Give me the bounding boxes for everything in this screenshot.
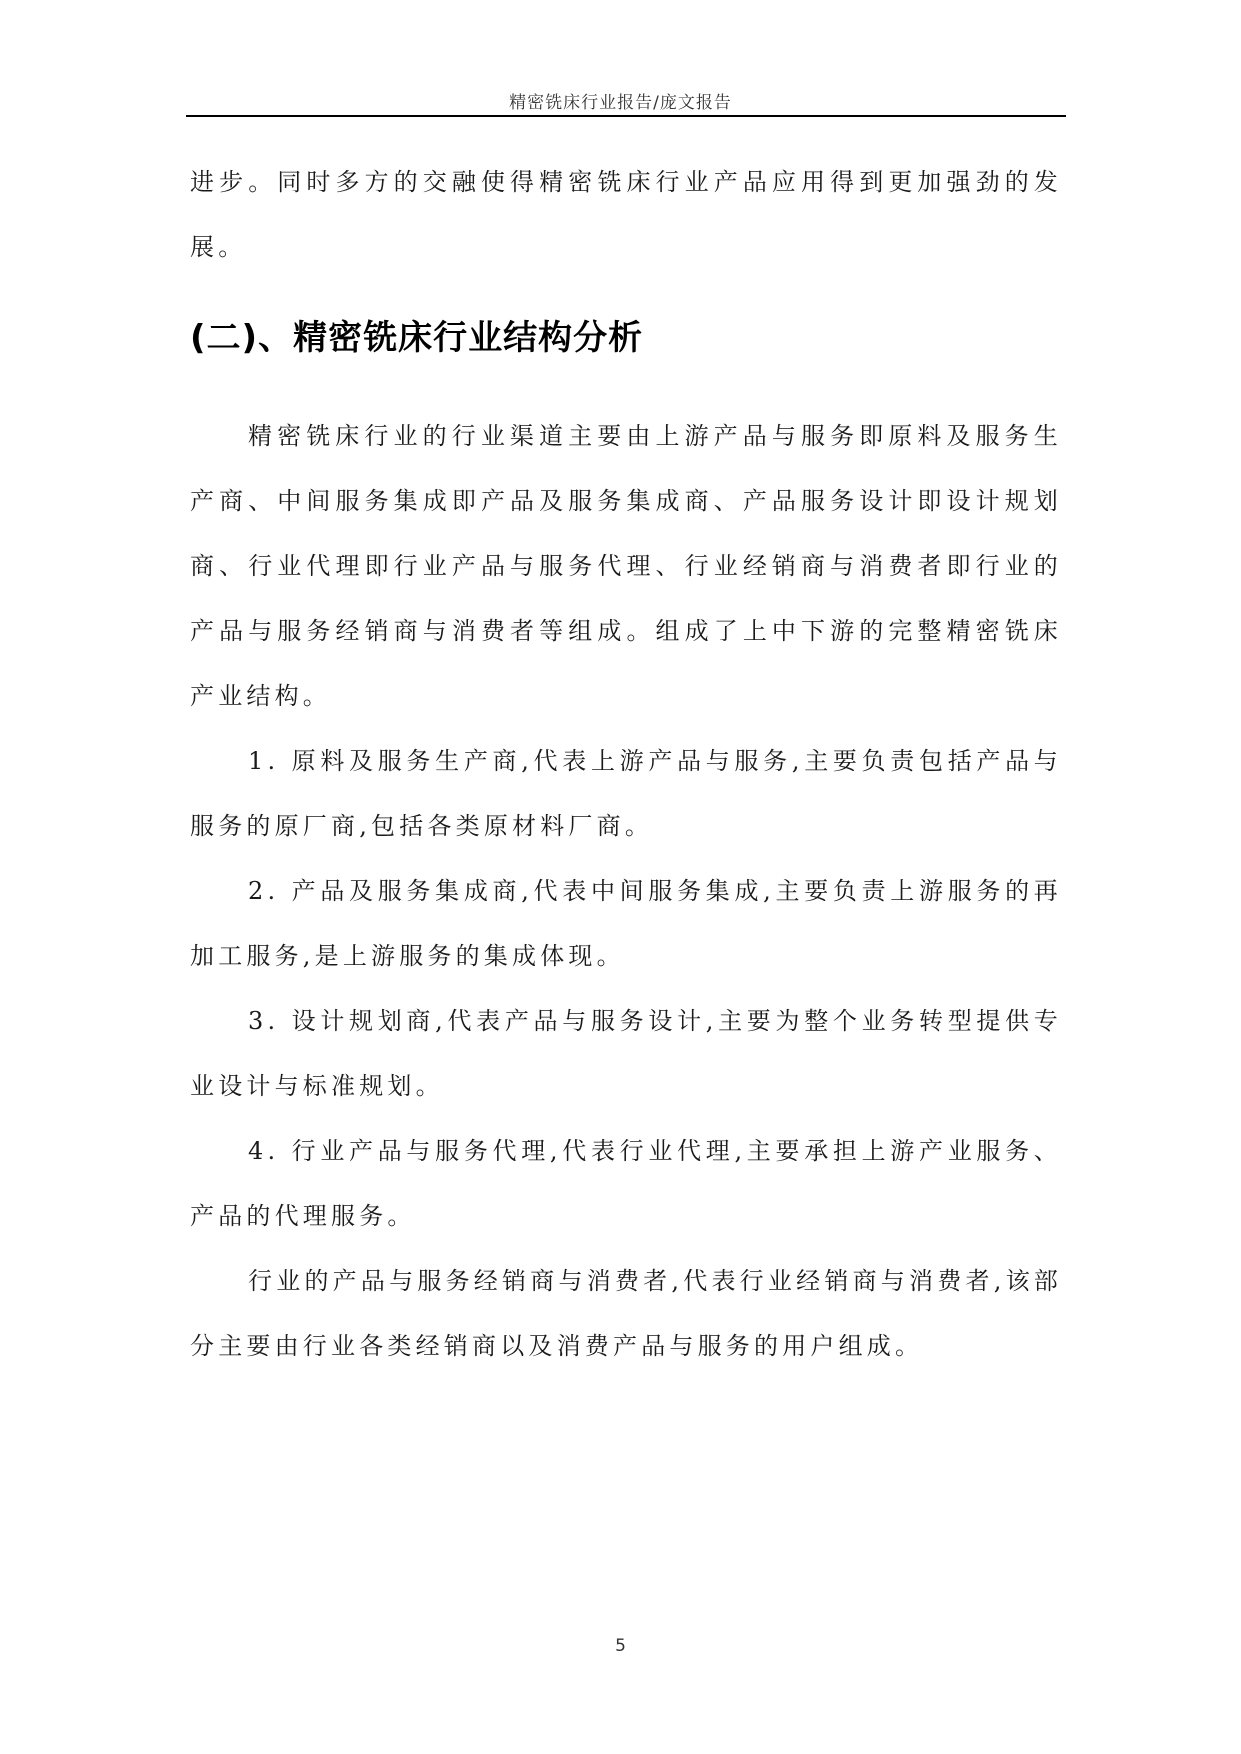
running-header: 精密铣床行业报告/庞文报告 (509, 93, 732, 113)
section-heading: (二)、精密铣床行业结构分析 (190, 318, 644, 358)
page-number: 5 (615, 1636, 626, 1656)
intro-paragraph: 精密铣床行业的行业渠道主要由上游产品与服务即原料及服务生产商、中间服务集成即产品及服务集成商、产品服务设计即设计规划商、行业代理即行业产品与服务代理、行业经销商与消费者即行业的产品与服务经销商与消费者等组成。组成了上中下游的完整精密铣床产业结构。 (190, 422, 1062, 710)
list-item-1: 1. 原料及服务生产商,代表上游产品与服务,主要负责包括产品与服务的原厂商,包括各类原材料厂商。 (190, 747, 1062, 840)
list-item-4: 4. 行业产品与服务代理,代表行业代理,主要承担上游产业服务、产品的代理服务。 (190, 1137, 1062, 1230)
continuation-paragraph: 进步。同时多方的交融使得精密铣床行业产品应用得到更加强劲的发展。 (190, 168, 1062, 261)
page-body (190, 150, 1062, 1379)
header-divider (186, 115, 1066, 117)
list-item-3: 3. 设计规划商,代表产品与服务设计,主要为整个业务转型提供专业设计与标准规划。 (190, 1007, 1062, 1100)
closing-paragraph: 行业的产品与服务经销商与消费者,代表行业经销商与消费者,该部分主要由行业各类经销商以及消费产品与服务的用户组成。 (190, 1267, 1062, 1360)
list-item-2: 2. 产品及服务集成商,代表中间服务集成,主要负责上游服务的再加工服务,是上游服务的集成体现。 (190, 877, 1062, 970)
